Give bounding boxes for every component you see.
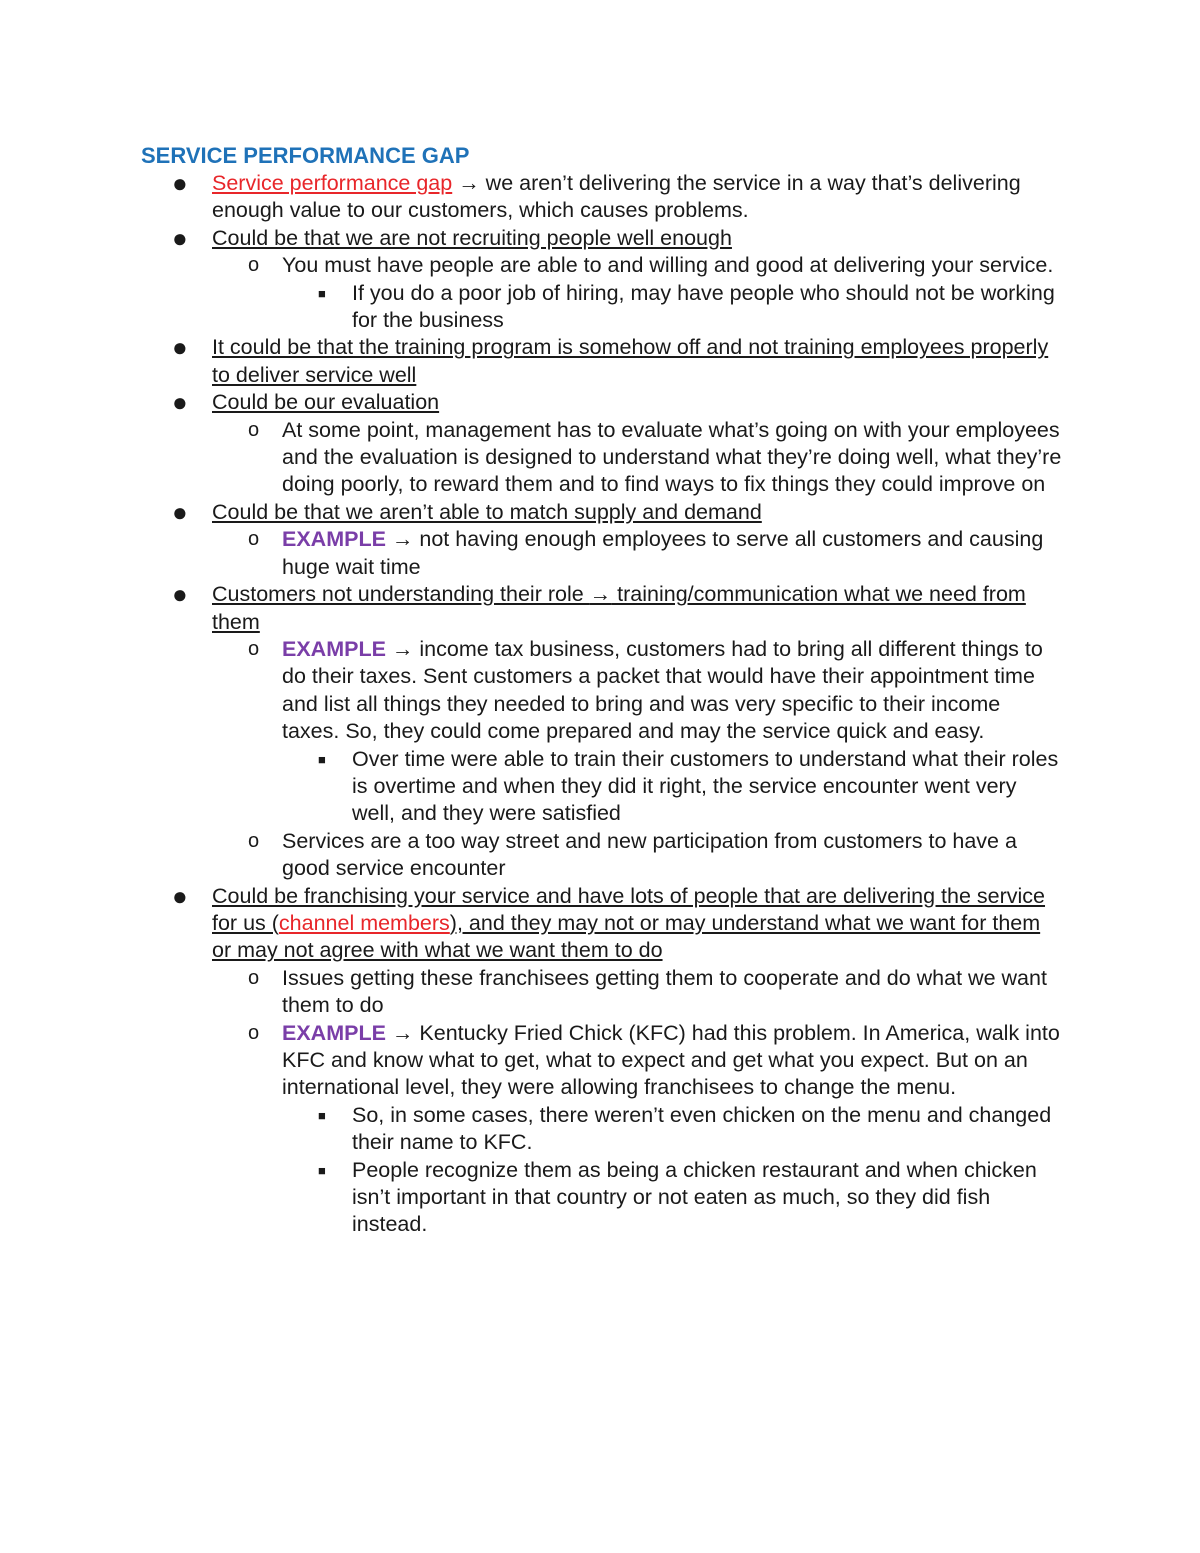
notes-list: [0, 170, 1200, 1239]
item-text: Over time were able to train their customers to understand what their roles is overtime and when they did it right, the service encounter went very well, and they were satisfied: [352, 746, 1059, 826]
circle-bullet-icon: o: [248, 966, 260, 989]
square-bullet-icon: ■: [318, 1107, 326, 1123]
list-item-training: [0, 334, 1062, 389]
sub-item-example-income-tax: [0, 636, 1062, 746]
item-text: Kentucky Fried Chick (KFC) had this problem. In America, walk into KFC and know what to get, what to expect and get what you expect. But on an international level, they were allowing franchisees to change the menu.: [282, 1020, 1060, 1100]
item-text: Customers not understanding their role: [212, 582, 590, 607]
sub-sub-item-fish-instead: [0, 1157, 1062, 1239]
list-item-supply-demand: [0, 496, 1062, 527]
list-item-evaluation: [0, 389, 1062, 416]
list-item-service-performance-gap: [0, 170, 1062, 225]
arrow-icon: →: [391, 1020, 414, 1045]
item-text: So, in some cases, there weren’t even chicken on the menu and changed their name to KFC.: [352, 1102, 1052, 1155]
circle-bullet-icon: o: [248, 528, 260, 551]
arrow-icon: →: [458, 171, 480, 195]
example-label: EXAMPLE: [282, 527, 386, 552]
square-bullet-icon: ■: [318, 285, 326, 301]
circle-bullet-icon: o: [248, 637, 260, 660]
item-text: Could be that we aren’t able to match supply and demand: [212, 499, 762, 524]
item-text: People recognize them as being a chicken restaurant and when chicken isn’t important in that country or not eaten as much, so they did fish instead.: [352, 1157, 1037, 1237]
example-label: EXAMPLE: [282, 636, 386, 661]
circle-bullet-icon: o: [248, 418, 260, 441]
sub-item-example-wait-time: [0, 526, 1062, 581]
list-item-franchising: [0, 880, 1062, 965]
circle-bullet-icon: o: [248, 829, 260, 852]
sub-item-recruiting: [0, 252, 1062, 279]
item-text: Could be franchising your service and have lots of people that are delivering the service for us (: [212, 883, 1046, 935]
sub-item-two-way-street: [0, 828, 1062, 883]
arrow-icon: →: [391, 527, 414, 552]
item-text: At some point, management has to evaluate what’s going on with your employees and the evaluation is designed to understand what they’re doing well, what they’re doing poorly, to reward them and to find ways to fix things they could improve on: [282, 417, 1062, 497]
square-bullet-icon: ■: [318, 1162, 326, 1178]
list-item-recruiting: [0, 222, 1062, 253]
item-text: It could be that the training program is somehow off and not training employees properly to deliver service well: [212, 335, 1049, 387]
item-text: ), and they may not or may understand what we want for them or may not agree with what we want them to do: [212, 910, 1041, 963]
bullet-icon: ●: [172, 222, 188, 253]
item-text: You must have people are able to and willing and good at delivering your service.: [282, 253, 1054, 278]
item-text: training/communication what we need from them: [212, 582, 1026, 634]
arrow-icon: →: [589, 582, 612, 607]
arrow-icon: →: [391, 636, 414, 661]
item-text: income tax business, customers had to bring all different things to do their taxes. Sent customers a packet that would have their appointment time and list all things they needed to bring and was very specific to their income taxes. So, they could come prepared and may the service quick and easy.: [282, 636, 1043, 744]
item-text: Issues getting these franchisees getting them to cooperate and do what we want them to do: [282, 965, 1047, 1018]
sub-item-franchisee-cooperation: [0, 965, 1062, 1020]
bullet-icon: ●: [172, 579, 188, 610]
item-text: not having enough employees to serve all customers and causing huge wait time: [282, 527, 1044, 579]
bullet-icon: ●: [172, 168, 188, 198]
sub-sub-item-hiring: [0, 280, 1062, 335]
circle-bullet-icon: o: [248, 254, 260, 277]
item-text: If you do a poor job of hiring, may have people who should not be working for the business: [352, 280, 1055, 333]
item-text: we aren’t delivering the service in a way that’s delivering enough value to our customers, which causes problems.: [212, 171, 1021, 223]
sub-item-example-kfc: [0, 1020, 1062, 1102]
bullet-icon: ●: [172, 880, 188, 911]
item-text: Could be that we are not recruiting people well enough: [212, 225, 732, 250]
bullet-icon: ●: [172, 387, 188, 418]
bullet-icon: ●: [172, 332, 188, 363]
term-service-performance-gap: Service performance gap: [212, 171, 453, 195]
bullet-icon: ●: [172, 496, 188, 527]
circle-bullet-icon: o: [248, 1021, 260, 1044]
section-heading: SERVICE PERFORMANCE GAP: [141, 143, 470, 168]
square-bullet-icon: ■: [318, 751, 326, 767]
example-label: EXAMPLE: [282, 1020, 386, 1045]
item-text: Could be our evaluation: [212, 390, 440, 415]
sub-sub-item-train-customers: [0, 746, 1062, 828]
list-item-customer-role: [0, 581, 1062, 636]
sub-sub-item-no-chicken: [0, 1102, 1062, 1157]
item-text: Services are a too way street and new participation from customers to have a good service encounter: [282, 828, 1017, 881]
term-channel-members: channel members: [278, 910, 450, 935]
sub-item-evaluation: [0, 417, 1062, 499]
